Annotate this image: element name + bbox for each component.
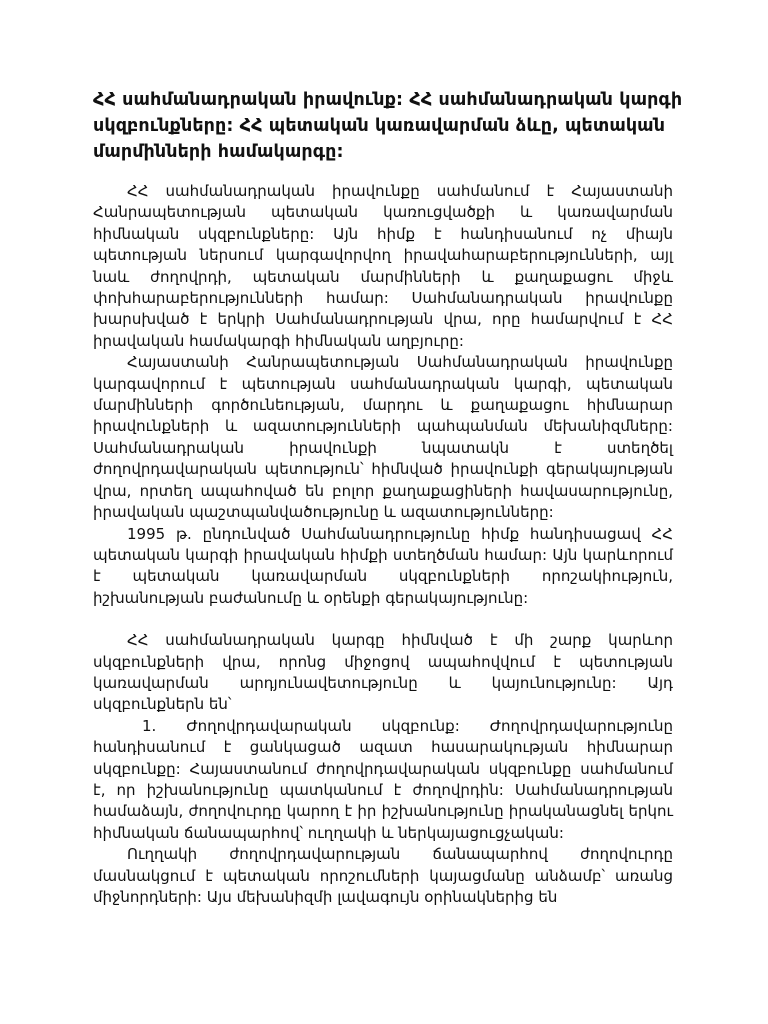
- document-title: ՀՀ սահմանադրական իրավունք: ՀՀ սահմանադրական կարգի սկզբունքները: ՀՀ պետական կառավարման ձևը, պետական մարմինների համակարգը:: [93, 90, 683, 162]
- paragraph-3: 1995 թ. ընդունված Սահմանադրությունը հիմք հանդիսացավ ՀՀ պետական կարգի իրավական հիմքի ստեղծման համար: Այն կարևորում է պետական կառավարման սկզբունքների որոշակիություն, իշխանության բաժանումը և օրենքի գերակայությունը:: [93, 524, 673, 607]
- paragraph-5: Ուղղակի ժողովրդավարության ճանապարհով ժողովուրդը մասնակցում է պետական որոշումների կայացմանը անձամբ՝ առանց միջնորդների: Այս մեխանիզմի լավագույն օրինակներից են: [93, 845, 673, 906]
- paragraph-4: ՀՀ սահմանադրական կարգը հիմնված է մի շարք կարևոր սկզբունքների վրա, որոնց միջոցով ապահովվում է պետության կառավարման արդյունավետությունը և կայունությունը: Այդ սկզբունքներն են՝: [93, 631, 673, 714]
- paragraph-gap: [93, 609, 673, 630]
- document-body: [93, 181, 673, 908]
- paragraph-1: ՀՀ սահմանադրական իրավունքը սահմանում է Հայաստանի Հանրապետության պետական կառուցվածքի և կառավարման հիմնական սկզբունքները: Այն հիմք է հանդիսանում ոչ միայն պետության ներսում կարգավորվող իրավահարաբերությունների, այլ նաև ժողովրդի, պետական մարմինների և քաղաքացու միջև փոխհարաբերությունների համար: Սահմանադրական իրավունքը խարսխված է երկրի Սահմանադրության վրա, որը համարվում է ՀՀ իրավական համակարգի հիմնական աղբյուրը:: [93, 182, 673, 350]
- paragraph-2: Հայաստանի Հանրապետության Սահմանադրական իրավունքը կարգավորում է պետության սահմանադրական կարգի, պետական մարմինների գործունեության, մարդու և քաղաքացու հիմնարար իրավունքների և ազատությունների պահպանման մեխանիզմները: Սահմանադրական իրավունքի նպատակն է ստեղծել ժողովրդավարական պետություն՝ հիմնված իրավունքի գերակայության վրա, որտեղ ապահոված են բոլոր քաղաքացիների հավասարությունը, իրավական պաշտպանվածությունը և ազատությունները:: [93, 353, 673, 522]
- list-item-1: 1. Ժողովրդավարական սկզբունք: Ժողովրդավարությունը հանդիսանում է ցանկացած ազատ հասարակության հիմնարար սկզբունքը: Հայաստանում ժողովրդավարական սկզբունքը սահմանում է, որ իշխանությունը պատկանում է ժողովրդին: Սահմանադրության համաձայն, ժողովուրդը կարող է իր իշխանությունը իրականացնել երկու հիմնական ճանապարհով՝ ուղղակի և ներկայացուցչական:: [93, 716, 673, 842]
